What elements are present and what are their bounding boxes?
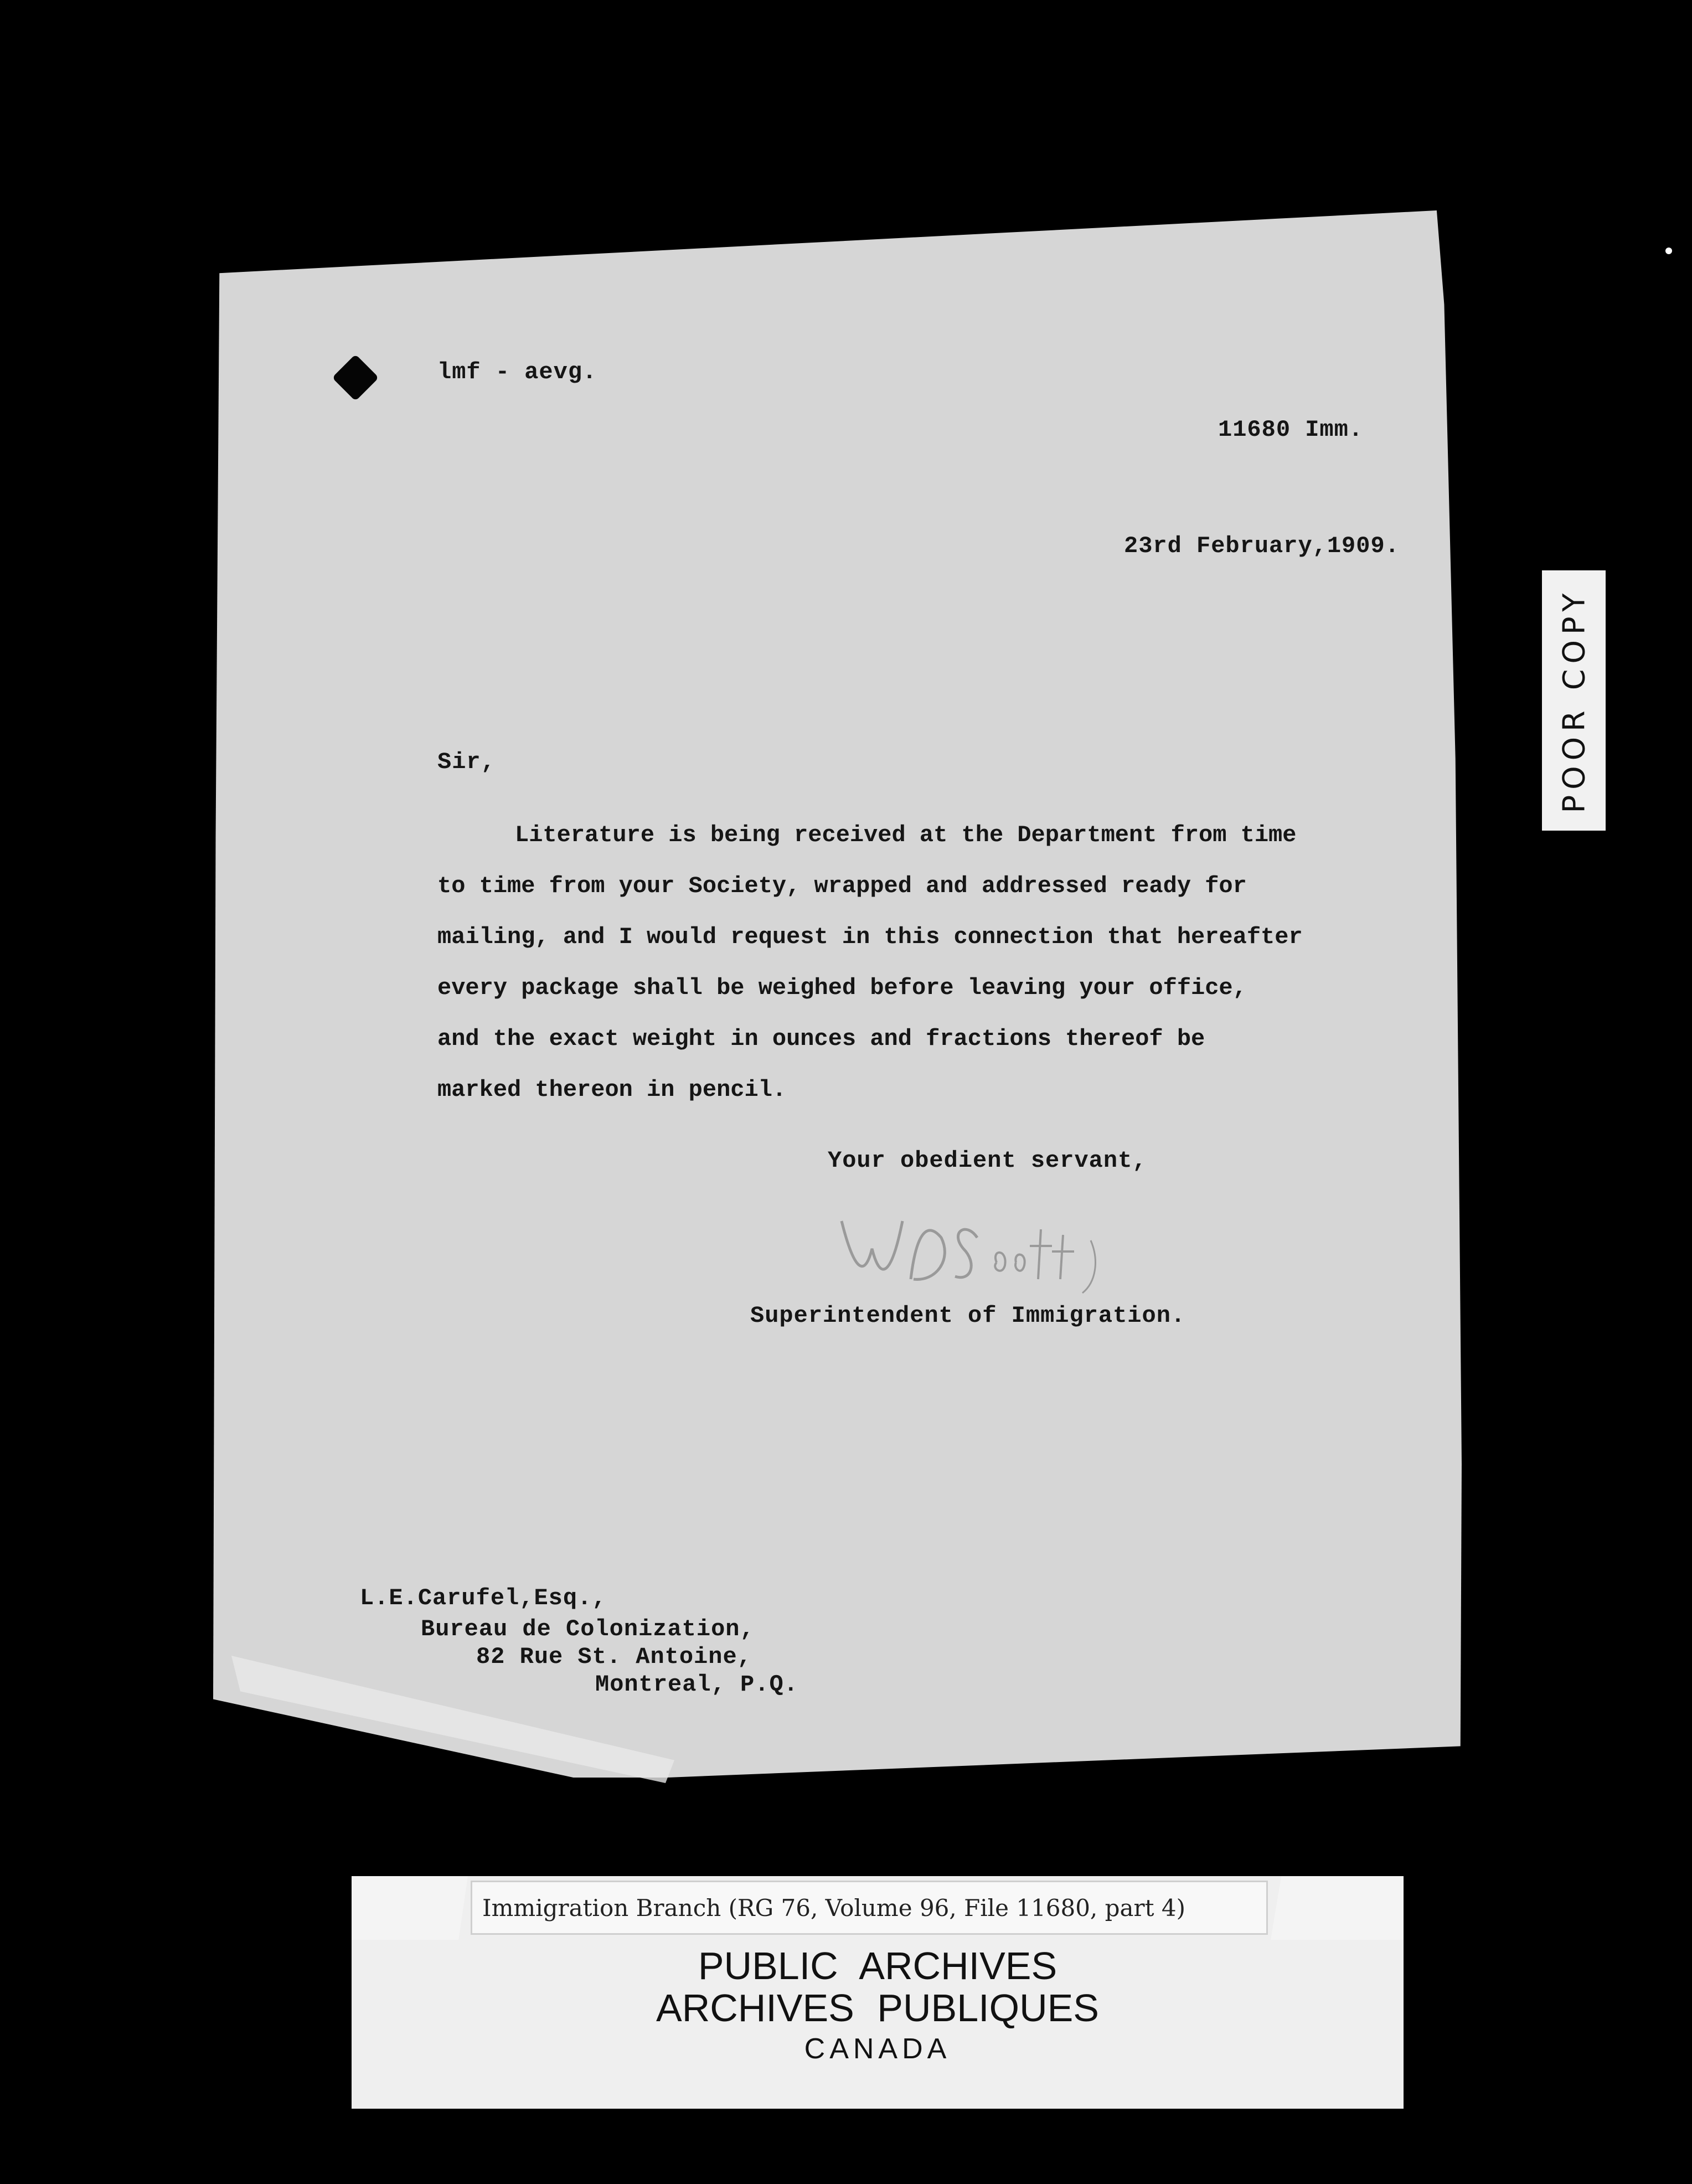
archive-title-french: ARCHIVES PUBLIQUES bbox=[656, 1986, 1099, 2030]
card-tab-right bbox=[1271, 1876, 1404, 1940]
recipient-line-1: Bureau de Colonization, bbox=[421, 1616, 755, 1642]
card-tab-left bbox=[352, 1876, 468, 1940]
recipient-line-3: Montreal, P.Q. bbox=[595, 1671, 798, 1698]
salutation: Sir, bbox=[437, 749, 496, 775]
recipient-name: L.E.Carufel,Esq., bbox=[360, 1585, 607, 1611]
archive-reference: Immigration Branch (RG 76, Volume 96, File 11680, part 4) bbox=[471, 1881, 1268, 1935]
recipient-line-2: 82 Rue St. Antoine, bbox=[476, 1644, 752, 1670]
body-line: mailing, and I would request in this connection that hereafter bbox=[437, 924, 1303, 950]
body-line: Literature is being received at the Department from time bbox=[515, 822, 1297, 848]
poor-copy-stamp bbox=[1542, 570, 1606, 831]
body-line: to time from your Society, wrapped and addressed ready for bbox=[437, 873, 1247, 899]
signer-title: Superintendent of Immigration. bbox=[750, 1302, 1186, 1329]
body-line: and the exact weight in ounces and fractions thereof be bbox=[437, 1026, 1205, 1052]
letter-date: 23rd February,1909. bbox=[1124, 533, 1400, 559]
letter-body bbox=[437, 810, 1462, 1115]
scan-speck bbox=[1665, 248, 1672, 254]
file-number: 11680 Imm. bbox=[1218, 416, 1364, 443]
body-line: marked thereon in pencil. bbox=[437, 1076, 787, 1103]
archive-title-english: PUBLIC ARCHIVES bbox=[698, 1944, 1058, 1987]
body-line: every package shall be weighed before leaving your office, bbox=[437, 975, 1247, 1001]
closing: Your obedient servant, bbox=[828, 1147, 1147, 1174]
archive-country: CANADA bbox=[804, 2033, 951, 2065]
handwritten-signature bbox=[830, 1199, 1118, 1299]
archives-card bbox=[352, 1876, 1404, 2109]
poor-copy-label: POOR COPY bbox=[1556, 588, 1591, 813]
reference-initials: lmf - aevg. bbox=[437, 359, 597, 385]
